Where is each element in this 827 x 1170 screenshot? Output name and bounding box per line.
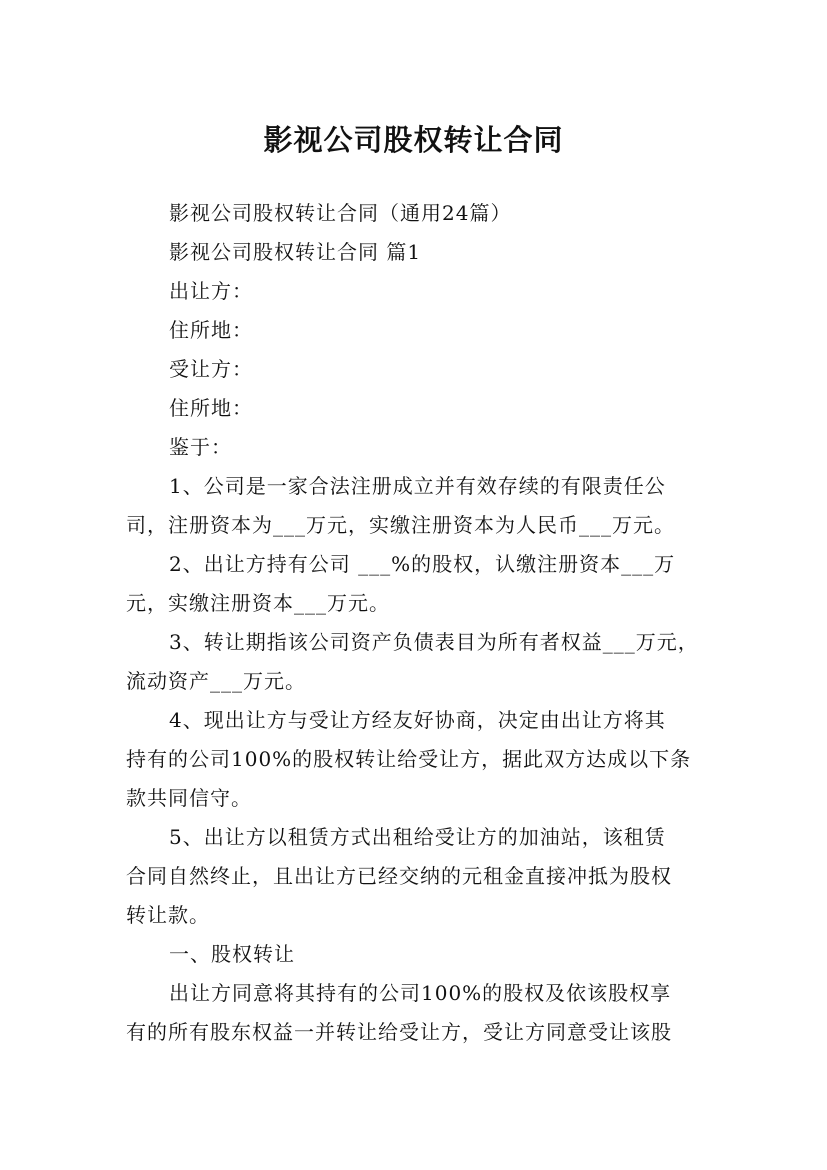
article-1-line-1: 出让方同意将其持有的公司100%的股权及依该股权享 bbox=[169, 981, 672, 1005]
transferee-address-label: 住所地： bbox=[169, 396, 253, 420]
transferor-label: 出让方： bbox=[169, 279, 253, 303]
clause-4-line-1: 4、现出让方与受让方经友好协商，决定由出让方将其 bbox=[169, 708, 666, 732]
document-subtitle: 影视公司股权转让合同（通用24篇） bbox=[169, 201, 512, 225]
article-1-line-2: 有的所有股东权益一并转让给受让方，受让方同意受让该股 bbox=[126, 1020, 672, 1044]
clause-2-line-1: 2、出让方持有公司 ___%的股权，认缴注册资本___万 bbox=[169, 552, 676, 576]
clause-1-line-1: 1、公司是一家合法注册成立并有效存续的有限责任公 bbox=[169, 474, 666, 498]
transferee-label: 受让方： bbox=[169, 357, 253, 381]
clause-5-line-2: 合同自然终止，且出让方已经交纳的元租金直接冲抵为股权 bbox=[126, 864, 672, 888]
whereas-label: 鉴于： bbox=[169, 435, 232, 459]
transferor-address-label: 住所地： bbox=[169, 318, 253, 342]
document-title: 影视公司股权转让合同 bbox=[263, 123, 564, 158]
clause-4-line-2: 持有的公司100%的股权转让给受让方，据此双方达成以下条 bbox=[126, 747, 692, 771]
clause-2-line-2: 元，实缴注册资本___万元。 bbox=[126, 591, 390, 615]
clause-3-line-2: 流动资产___万元。 bbox=[126, 669, 306, 693]
article-heading: 一、股权转让 bbox=[169, 942, 295, 966]
clause-4-line-3: 款共同信守。 bbox=[126, 786, 252, 810]
clause-5-line-1: 5、出让方以租赁方式出租给受让方的加油站，该租赁 bbox=[169, 825, 666, 849]
section-heading: 影视公司股权转让合同 篇1 bbox=[169, 240, 422, 264]
clause-3-line-1: 3、转让期指该公司资产负债表目为所有者权益___万元， bbox=[169, 630, 699, 654]
clause-1-line-2: 司，注册资本为___万元，实缴注册资本为人民币___万元。 bbox=[126, 513, 675, 537]
clause-5-line-3: 转让款。 bbox=[126, 903, 210, 927]
